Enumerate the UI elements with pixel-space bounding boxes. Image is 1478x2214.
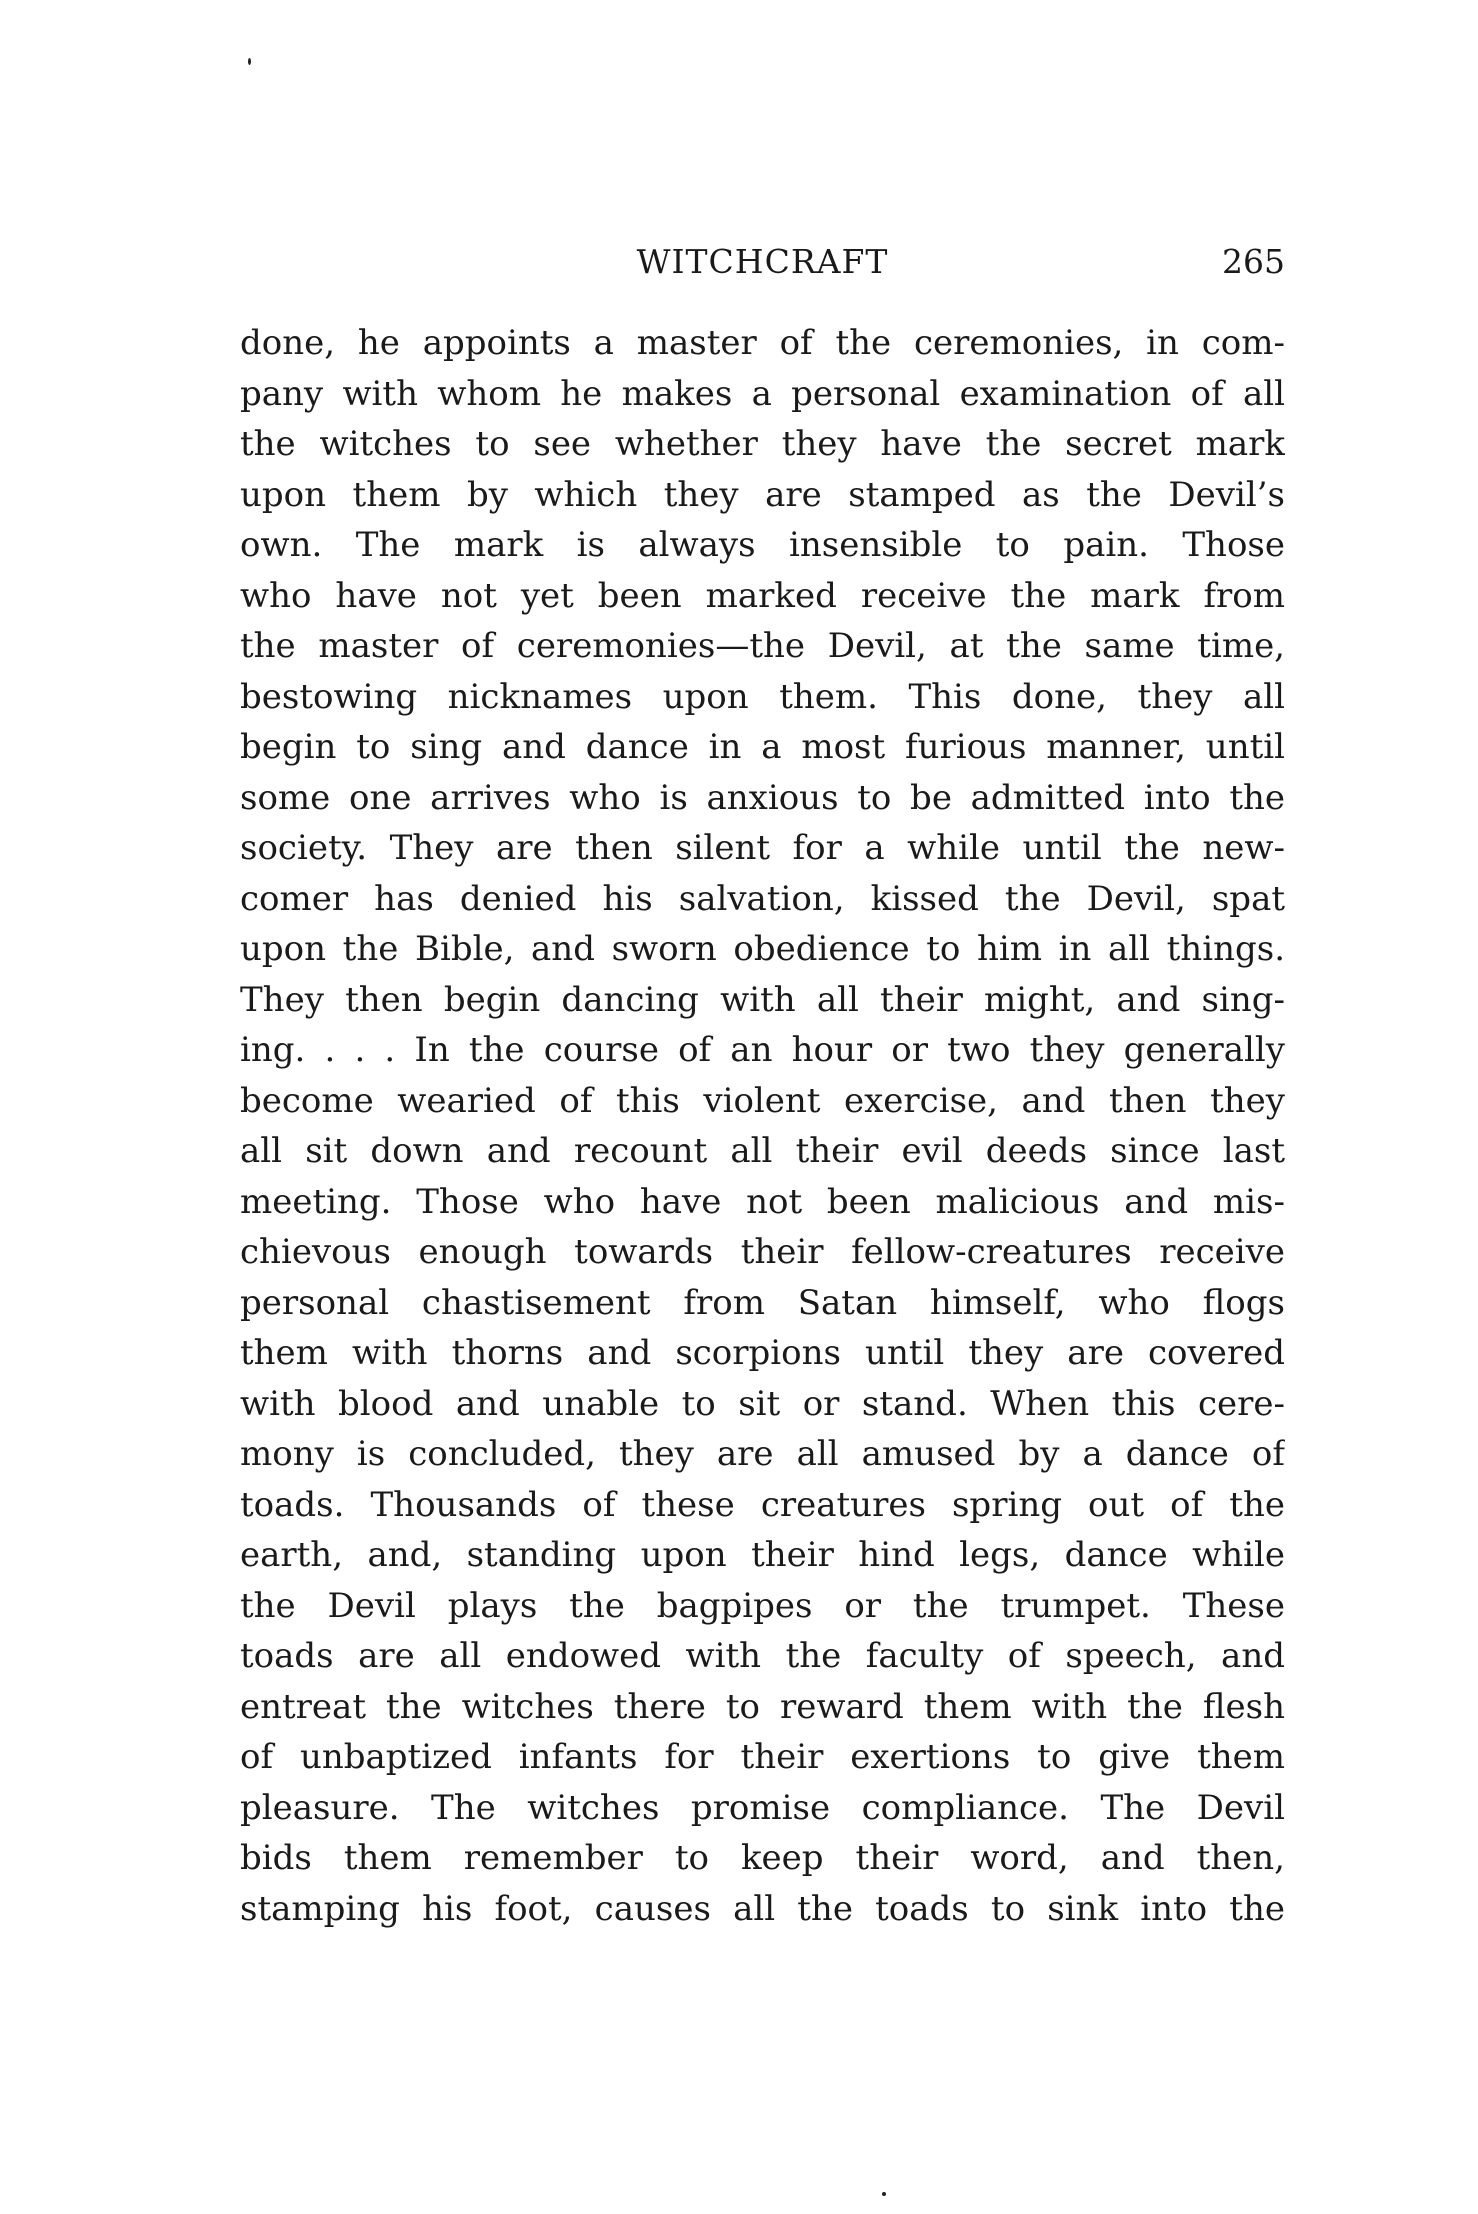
text-line: upon the Bible, and sworn obedience to him in all things. bbox=[240, 929, 1285, 969]
text-line: toads are all endowed with the faculty of speech, and bbox=[240, 1636, 1285, 1676]
text-line: pany with whom he makes a personal examination of all bbox=[240, 373, 1285, 414]
text-line: comer has denied his salvation, kissed the Devil, spat bbox=[240, 878, 1285, 919]
text-line: society. They are then silent for a while until the new- bbox=[240, 828, 1285, 868]
body-text bbox=[240, 318, 1285, 1934]
text-line: of unbaptized infants for their exertions to give them bbox=[240, 1737, 1285, 1777]
text-line: personal chastisement from Satan himself, who flogs bbox=[240, 1282, 1285, 1323]
running-title: WITCHCRAFT bbox=[636, 242, 889, 281]
text-line: the Devil plays the bagpipes or the trumpet. These bbox=[240, 1585, 1285, 1626]
text-line: them with thorns and scorpions until they are covered bbox=[240, 1333, 1285, 1373]
text-line: chievous enough towards their fellow-creatures receive bbox=[240, 1232, 1285, 1272]
scan-speck bbox=[248, 58, 251, 65]
text-line: earth, and, standing upon their hind legs, dance while bbox=[240, 1535, 1285, 1575]
text-line: pleasure. The witches promise compliance. The Devil bbox=[240, 1787, 1285, 1828]
text-line: They then begin dancing with all their might, and sing- bbox=[240, 979, 1285, 1020]
text-line: done, he appoints a master of the ceremonies, in com- bbox=[240, 323, 1285, 363]
text-line: with blood and unable to sit or stand. When this cere- bbox=[240, 1383, 1285, 1424]
scan-speck bbox=[882, 2192, 886, 2196]
page-number: 265 bbox=[1222, 242, 1285, 281]
text-line: stamping his foot, causes all the toads to sink into the bbox=[240, 1888, 1285, 1929]
text-line: the master of ceremonies—the Devil, at the same time, bbox=[240, 626, 1285, 666]
text-line: mony is concluded, they are all amused by a dance of bbox=[240, 1434, 1285, 1474]
text-line: entreat the witches there to reward them with the flesh bbox=[240, 1686, 1285, 1727]
text-line: bestowing nicknames upon them. This done, they all bbox=[240, 676, 1285, 717]
running-head bbox=[240, 232, 1285, 292]
text-line: bids them remember to keep their word, and then, bbox=[240, 1838, 1285, 1878]
text-line: ing. . . . In the course of an hour or two they generally bbox=[240, 1030, 1285, 1070]
text-line: own. The mark is always insensible to pain. Those bbox=[240, 525, 1285, 565]
text-line: the witches to see whether they have the secret mark bbox=[240, 424, 1285, 464]
text-line: meeting. Those who have not been malicious and mis- bbox=[240, 1181, 1285, 1222]
text-line: toads. Thousands of these creatures spring out of the bbox=[240, 1484, 1285, 1525]
text-line: become wearied of this violent exercise, and then they bbox=[240, 1080, 1285, 1121]
text-line: some one arrives who is anxious to be admitted into the bbox=[240, 777, 1285, 818]
text-line: upon them by which they are stamped as the Devil’s bbox=[240, 474, 1285, 515]
text-line: begin to sing and dance in a most furious manner, until bbox=[240, 727, 1285, 767]
text-line: who have not yet been marked receive the mark from bbox=[240, 575, 1285, 616]
text-line: all sit down and recount all their evil deeds since last bbox=[240, 1131, 1285, 1171]
